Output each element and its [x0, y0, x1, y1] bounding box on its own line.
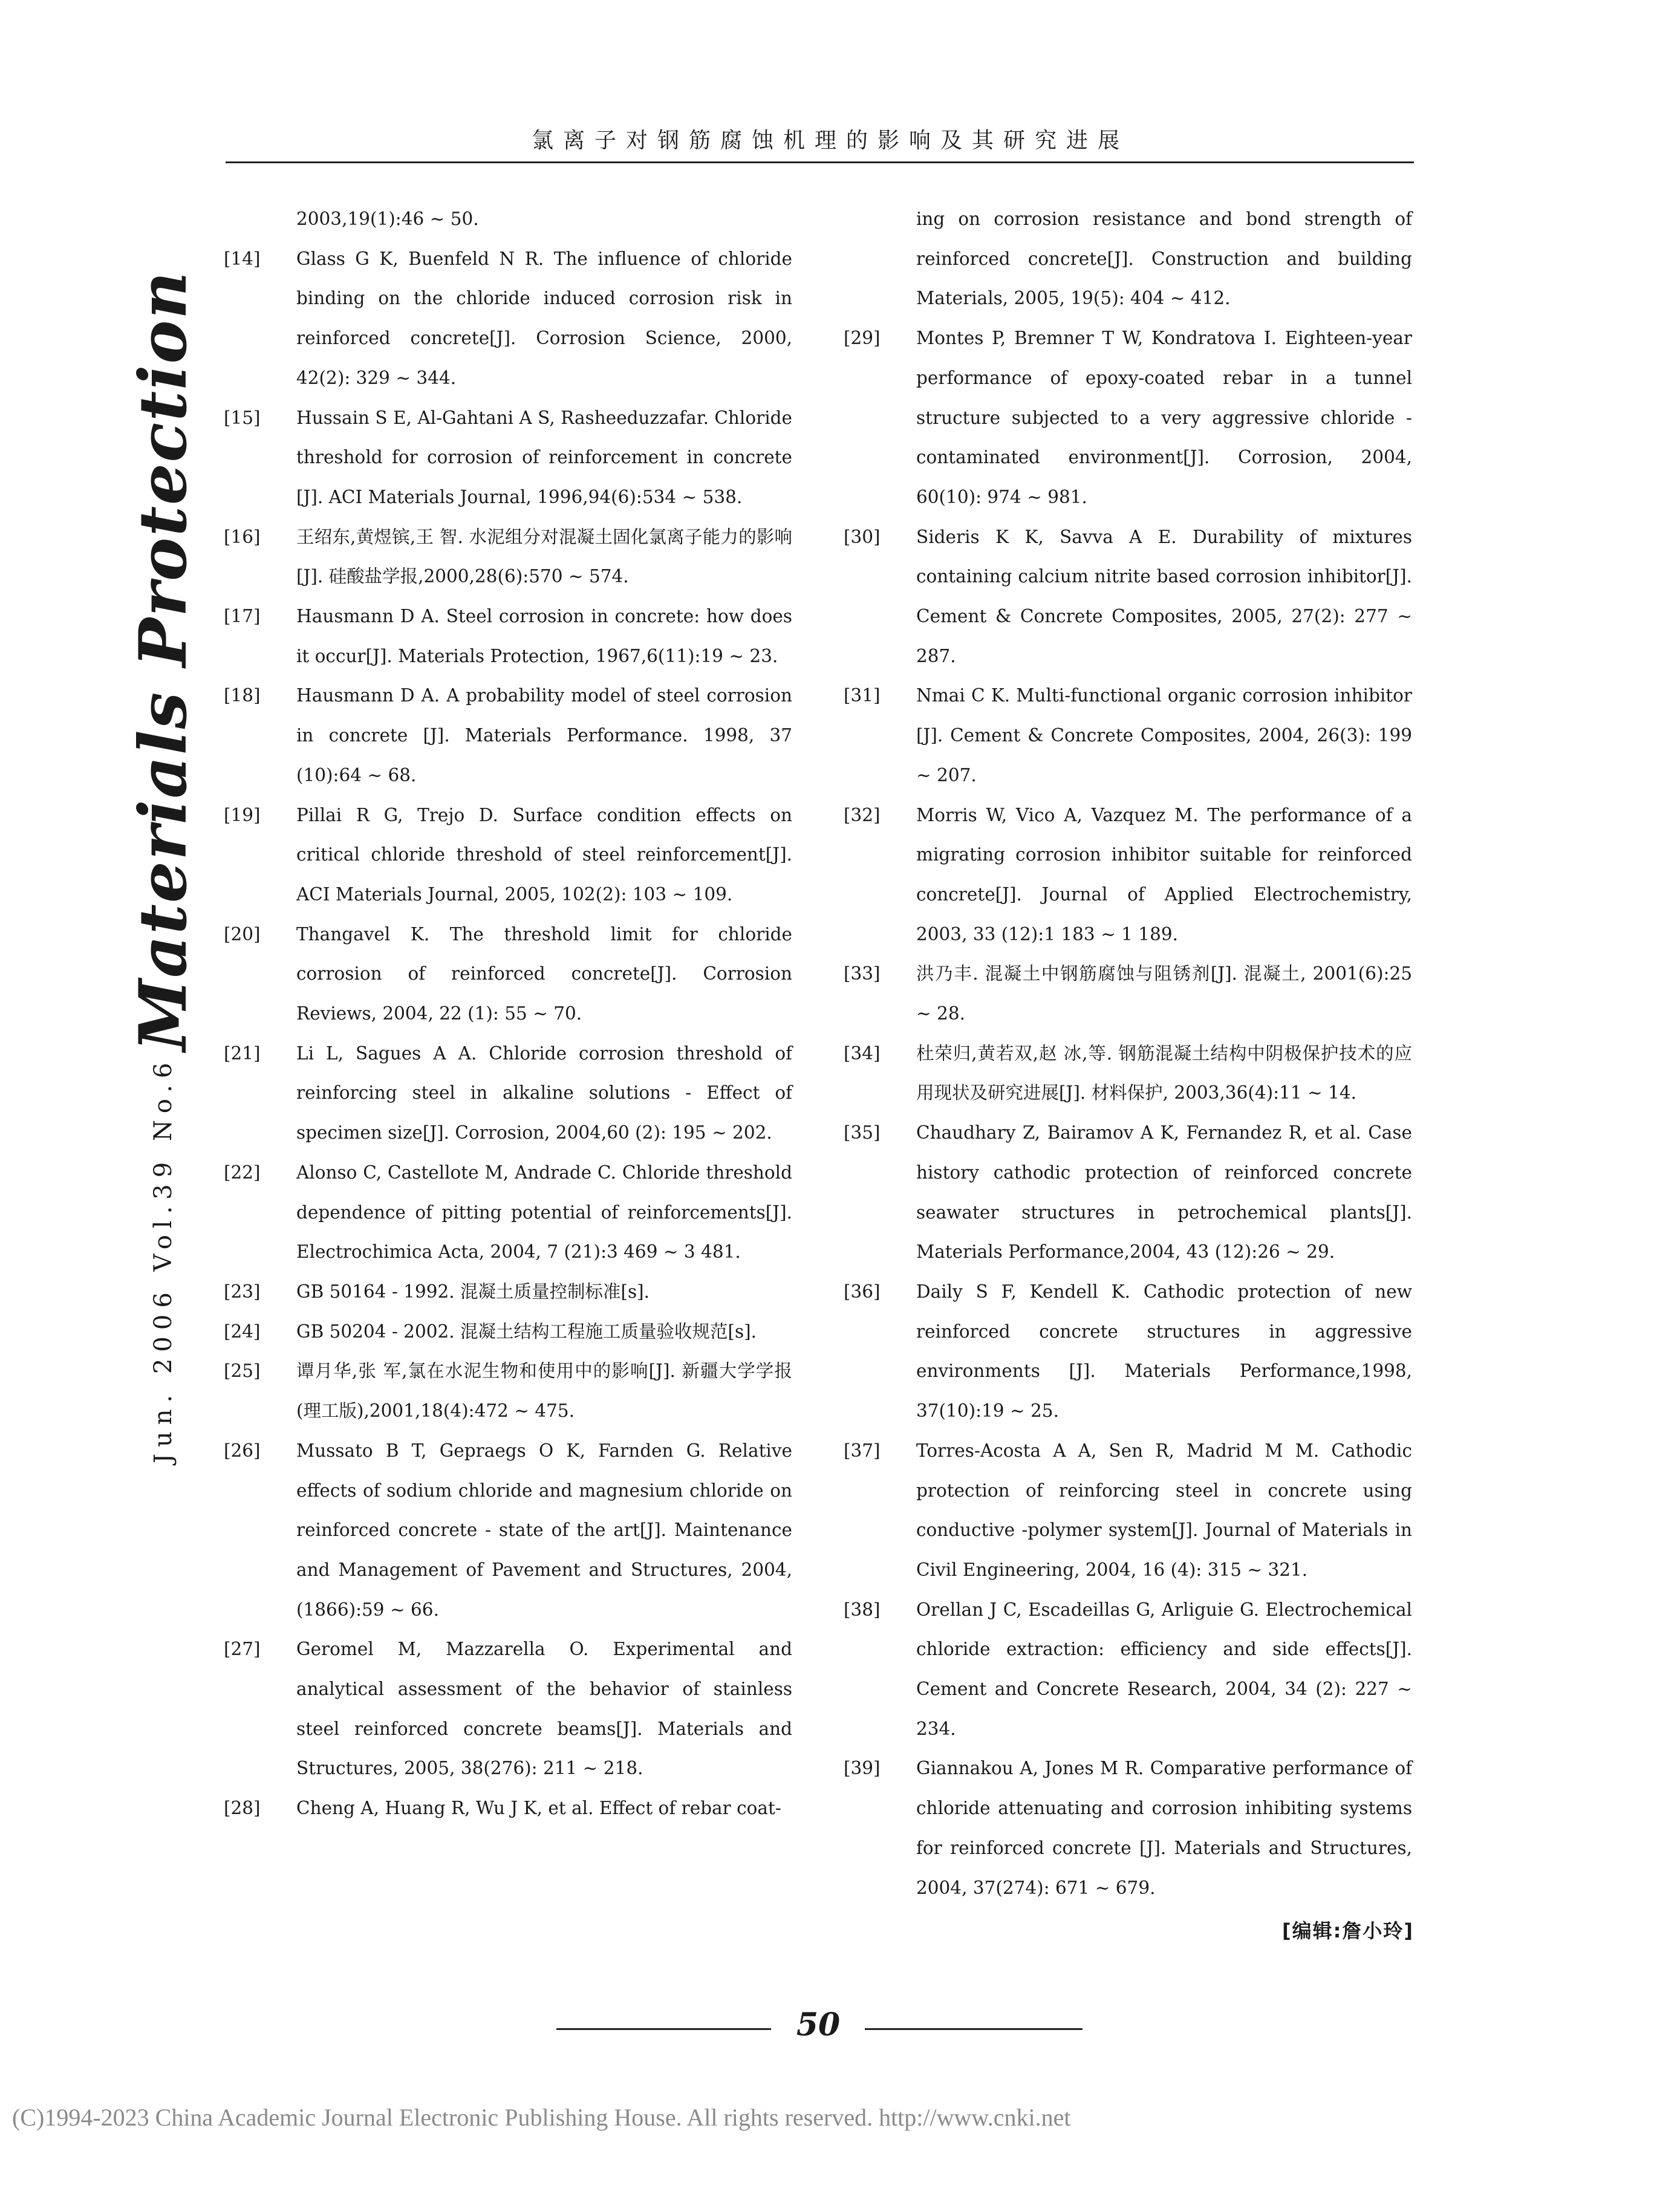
reference-entry	[224, 676, 792, 795]
reference-text: 王绍东,黄煜镔,王 智. 水泥组分对混凝土固化氯离子能力的影响[J]. 硅酸盐学报,2000,28(6):570 ~ 574.	[296, 526, 792, 587]
reference-number: [25]	[224, 1361, 261, 1382]
reference-text: 谭月华,张 军,氯在水泥生物和使用中的影响[J]. 新疆大学学报(理工版),2001,18(4):472 ~ 475.	[296, 1361, 792, 1422]
reference-entry	[844, 796, 1412, 955]
reference-number: [20]	[224, 923, 261, 945]
reference-number: [37]	[844, 1440, 881, 1461]
reference-entry	[844, 1749, 1412, 1908]
reference-text: Morris W, Vico A, Vazquez M. The performance of a migrating corrosion inhibitor suitable for reinforced concrete[J]. Journal of Applied Electrochemistry, 2003, 33 (12):1 183 ~ 1 189.	[916, 804, 1412, 945]
reference-number: [33]	[844, 963, 881, 984]
reference-entry	[844, 1113, 1412, 1272]
reference-number: [22]	[224, 1162, 261, 1183]
reference-text: Orellan J C, Escadeillas G, Arliguie G. Electrochemical chloride extraction: efficiency and side effects[J]. Cement and Concrete Research, 2004, 34 (2): 227 ~ 234.	[916, 1599, 1412, 1739]
reference-text: 洪乃丰. 混凝土中钢筋腐蚀与阻锈剂[J]. 混凝土, 2001(6):25 ~ 28.	[916, 963, 1412, 1024]
reference-number: [15]	[224, 407, 261, 428]
reference-text: Nmai C K. Multi-functional organic corrosion inhibitor [J]. Cement & Concrete Composites, 2004, 26(3): 199 ~ 207.	[916, 685, 1412, 786]
reference-text: Hausmann D A. Steel corrosion in concrete: how does it occur[J]. Materials Protection, 1967,6(11):19 ~ 23.	[296, 606, 792, 666]
reference-entry	[844, 319, 1412, 518]
reference-text: Thangavel K. The threshold limit for chloride corrosion of reinforced concrete[J]. Corrosion Reviews, 2004, 22 (1): 55 ~ 70.	[296, 923, 792, 1024]
reference-number: [32]	[844, 804, 881, 825]
header-divider	[226, 161, 1414, 163]
side-journal-name: Materials Protection	[125, 270, 201, 1052]
reference-number: [36]	[844, 1281, 881, 1302]
running-header-title: 氯离子对钢筋腐蚀机理的影响及其研究进展	[531, 128, 1129, 153]
reference-text: 杜荣归,黄若双,赵 冰,等. 钢筋混凝土结构中阴极保护技术的应用现状及研究进展[J]. 材料保护, 2003,36(4):11 ~ 14.	[916, 1043, 1412, 1104]
reference-entry	[224, 1312, 792, 1352]
side-journal-mark	[124, 270, 203, 1463]
reference-entry	[844, 1590, 1412, 1749]
reference-number: [29]	[844, 328, 881, 349]
reference-text: GB 50204 - 2002. 混凝土结构工程施工质量验收规范[s].	[296, 1321, 757, 1342]
reference-number: [31]	[844, 685, 881, 706]
reference-text: Chaudhary Z, Bairamov A K, Fernandez R, et al. Case history cathodic protection of reinforced concrete seawater structures in petrochemical plants[J]. Materials Performance,2004, 43 (12):26 ~ 29.	[916, 1122, 1412, 1263]
reference-text: Geromel M, Mazzarella O. Experimental and analytical assessment of the behavior of stainless steel reinforced concrete beams[J]. Materials and Structures, 2005, 38(276): 211 ~ 218.	[296, 1639, 792, 1779]
reference-text: Montes P, Bremner T W, Kondratova I. Eighteen-year performance of epoxy-coated rebar in a tunnel structure subjected to a very aggressive chloride - contaminated environment[J]. Corrosion, 2004, 60(10): 974 ~ 981.	[916, 328, 1412, 507]
reference-entry	[224, 1630, 792, 1789]
reference-number: [23]	[224, 1281, 261, 1302]
reference-number: [34]	[844, 1043, 881, 1064]
reference-text: Glass G K, Buenfeld N R. The influence of chloride binding on the chloride induced corrosion risk in reinforced concrete[J]. Corrosion Science, 2000, 42(2): 329 ~ 344.	[296, 248, 792, 388]
right-reference-list	[844, 319, 1412, 1908]
reference-number: [16]	[224, 526, 261, 547]
reference-text: Torres-Acosta A A, Sen R, Madrid M M. Cathodic protection of reinforcing steel in concrete using conductive -polymer system[J]. Journal of Materials in Civil Engineering, 2004, 16 (4): 315 ~ 321.	[916, 1440, 1412, 1580]
reference-text: Mussato B T, Gepraegs O K, Farnden G. Relative effects of sodium chloride and magnesium chloride on reinforced concrete - state of the art[J]. Maintenance and Management of Pavement and Structures, 2004, (1866):59 ~ 66.	[296, 1440, 792, 1620]
reference-number: [30]	[844, 526, 881, 547]
reference-entry	[224, 1034, 792, 1153]
reference-number: [14]	[224, 248, 261, 269]
reference-continuation: ing on corrosion resistance and bond strength of reinforced concrete[J]. Construction and building Materials, 2005, 19(5): 404 ~ 412.	[916, 209, 1412, 309]
reference-text: Giannakou A, Jones M R. Comparative performance of chloride attenuating and corrosion inhibiting systems for reinforced concrete [J]. Materials and Structures, 2004, 37(274): 671 ~ 679.	[916, 1758, 1412, 1898]
reference-number: [38]	[844, 1599, 881, 1620]
left-reference-column	[224, 200, 792, 1829]
reference-entry	[844, 954, 1412, 1033]
reference-entry	[844, 1431, 1412, 1590]
reference-number: [26]	[224, 1440, 261, 1461]
reference-text: Daily S F, Kendell K. Cathodic protection of new reinforced concrete structures in aggressive environments [J]. Materials Performance,1998, 37(10):19 ~ 25.	[916, 1281, 1412, 1422]
reference-number: [21]	[224, 1043, 261, 1064]
reference-number: [35]	[844, 1122, 881, 1143]
reference-entry	[224, 1272, 792, 1312]
reference-number: [18]	[224, 685, 261, 706]
reference-entry	[224, 796, 792, 915]
reference-number: [27]	[224, 1639, 261, 1660]
reference-number: [17]	[224, 606, 261, 627]
reference-number: [39]	[844, 1758, 881, 1779]
reference-number: [28]	[224, 1798, 261, 1819]
reference-entry	[224, 1789, 792, 1829]
reference-text: Pillai R G, Trejo D. Surface condition effects on critical chloride threshold of steel reinforcement[J]. ACI Materials Journal, 2005, 102(2): 103 ~ 109.	[296, 804, 792, 905]
reference-text: Cheng A, Huang R, Wu J K, et al. Effect of rebar coat-	[296, 1798, 781, 1819]
reference-entry	[224, 1431, 792, 1630]
reference-entry	[224, 915, 792, 1034]
reference-text: Sideris K K, Savva A E. Durability of mixtures containing calcium nitrite based corrosion inhibitor[J]. Cement & Concrete Composites, 2005, 27(2): 277 ~ 287.	[916, 526, 1412, 666]
reference-number: [24]	[224, 1321, 261, 1342]
reference-entry	[224, 1153, 792, 1272]
reference-entry	[844, 676, 1412, 795]
reference-entry	[224, 1352, 792, 1431]
reference-text: GB 50164 - 1992. 混凝土质量控制标准[s].	[296, 1281, 650, 1302]
reference-entry	[844, 1034, 1412, 1113]
editor-note: [编辑:詹小玲]	[1281, 1919, 1414, 1942]
reference-continuation: 2003,19(1):46 ~ 50.	[296, 209, 479, 229]
reference-entry	[224, 597, 792, 676]
reference-entry	[844, 518, 1412, 677]
reference-entry	[224, 518, 792, 597]
reference-number: [19]	[224, 804, 261, 825]
footer-rule-left	[556, 2028, 771, 2030]
right-reference-column	[844, 200, 1412, 1908]
footer-rule-right	[865, 2028, 1083, 2030]
page-number: 50	[796, 2006, 841, 2043]
reference-text: Alonso C, Castellote M, Andrade C. Chloride threshold dependence of pitting potential of reinforcements[J]. Electrochimica Acta, 2004, 7 (21):3 469 ~ 3 481.	[296, 1162, 792, 1263]
reference-entry	[844, 1272, 1412, 1431]
reference-text: Hussain S E, Al-Gahtani A S, Rasheeduzzafar. Chloride threshold for corrosion of reinforcement in concrete [J]. ACI Materials Journal, 1996,94(6):534 ~ 538.	[296, 407, 792, 507]
reference-text: Hausmann D A. A probability model of steel corrosion in concrete [J]. Materials Performance. 1998, 37 (10):64 ~ 68.	[296, 685, 792, 786]
copyright-notice: (C)1994-2023 China Academic Journal Electronic Publishing House. All rights reserved. http://www.cnki.net	[12, 2104, 1071, 2131]
side-issue-label: Jun. 2006 Vol.39 No.6	[149, 1056, 177, 1463]
reference-entry	[224, 398, 792, 518]
left-reference-list	[224, 239, 792, 1829]
reference-text: Li L, Sagues A A. Chloride corrosion threshold of reinforcing steel in alkaline solutions - Effect of specimen size[J]. Corrosion, 2004,60 (2): 195 ~ 202.	[296, 1043, 792, 1143]
reference-entry	[224, 239, 792, 398]
